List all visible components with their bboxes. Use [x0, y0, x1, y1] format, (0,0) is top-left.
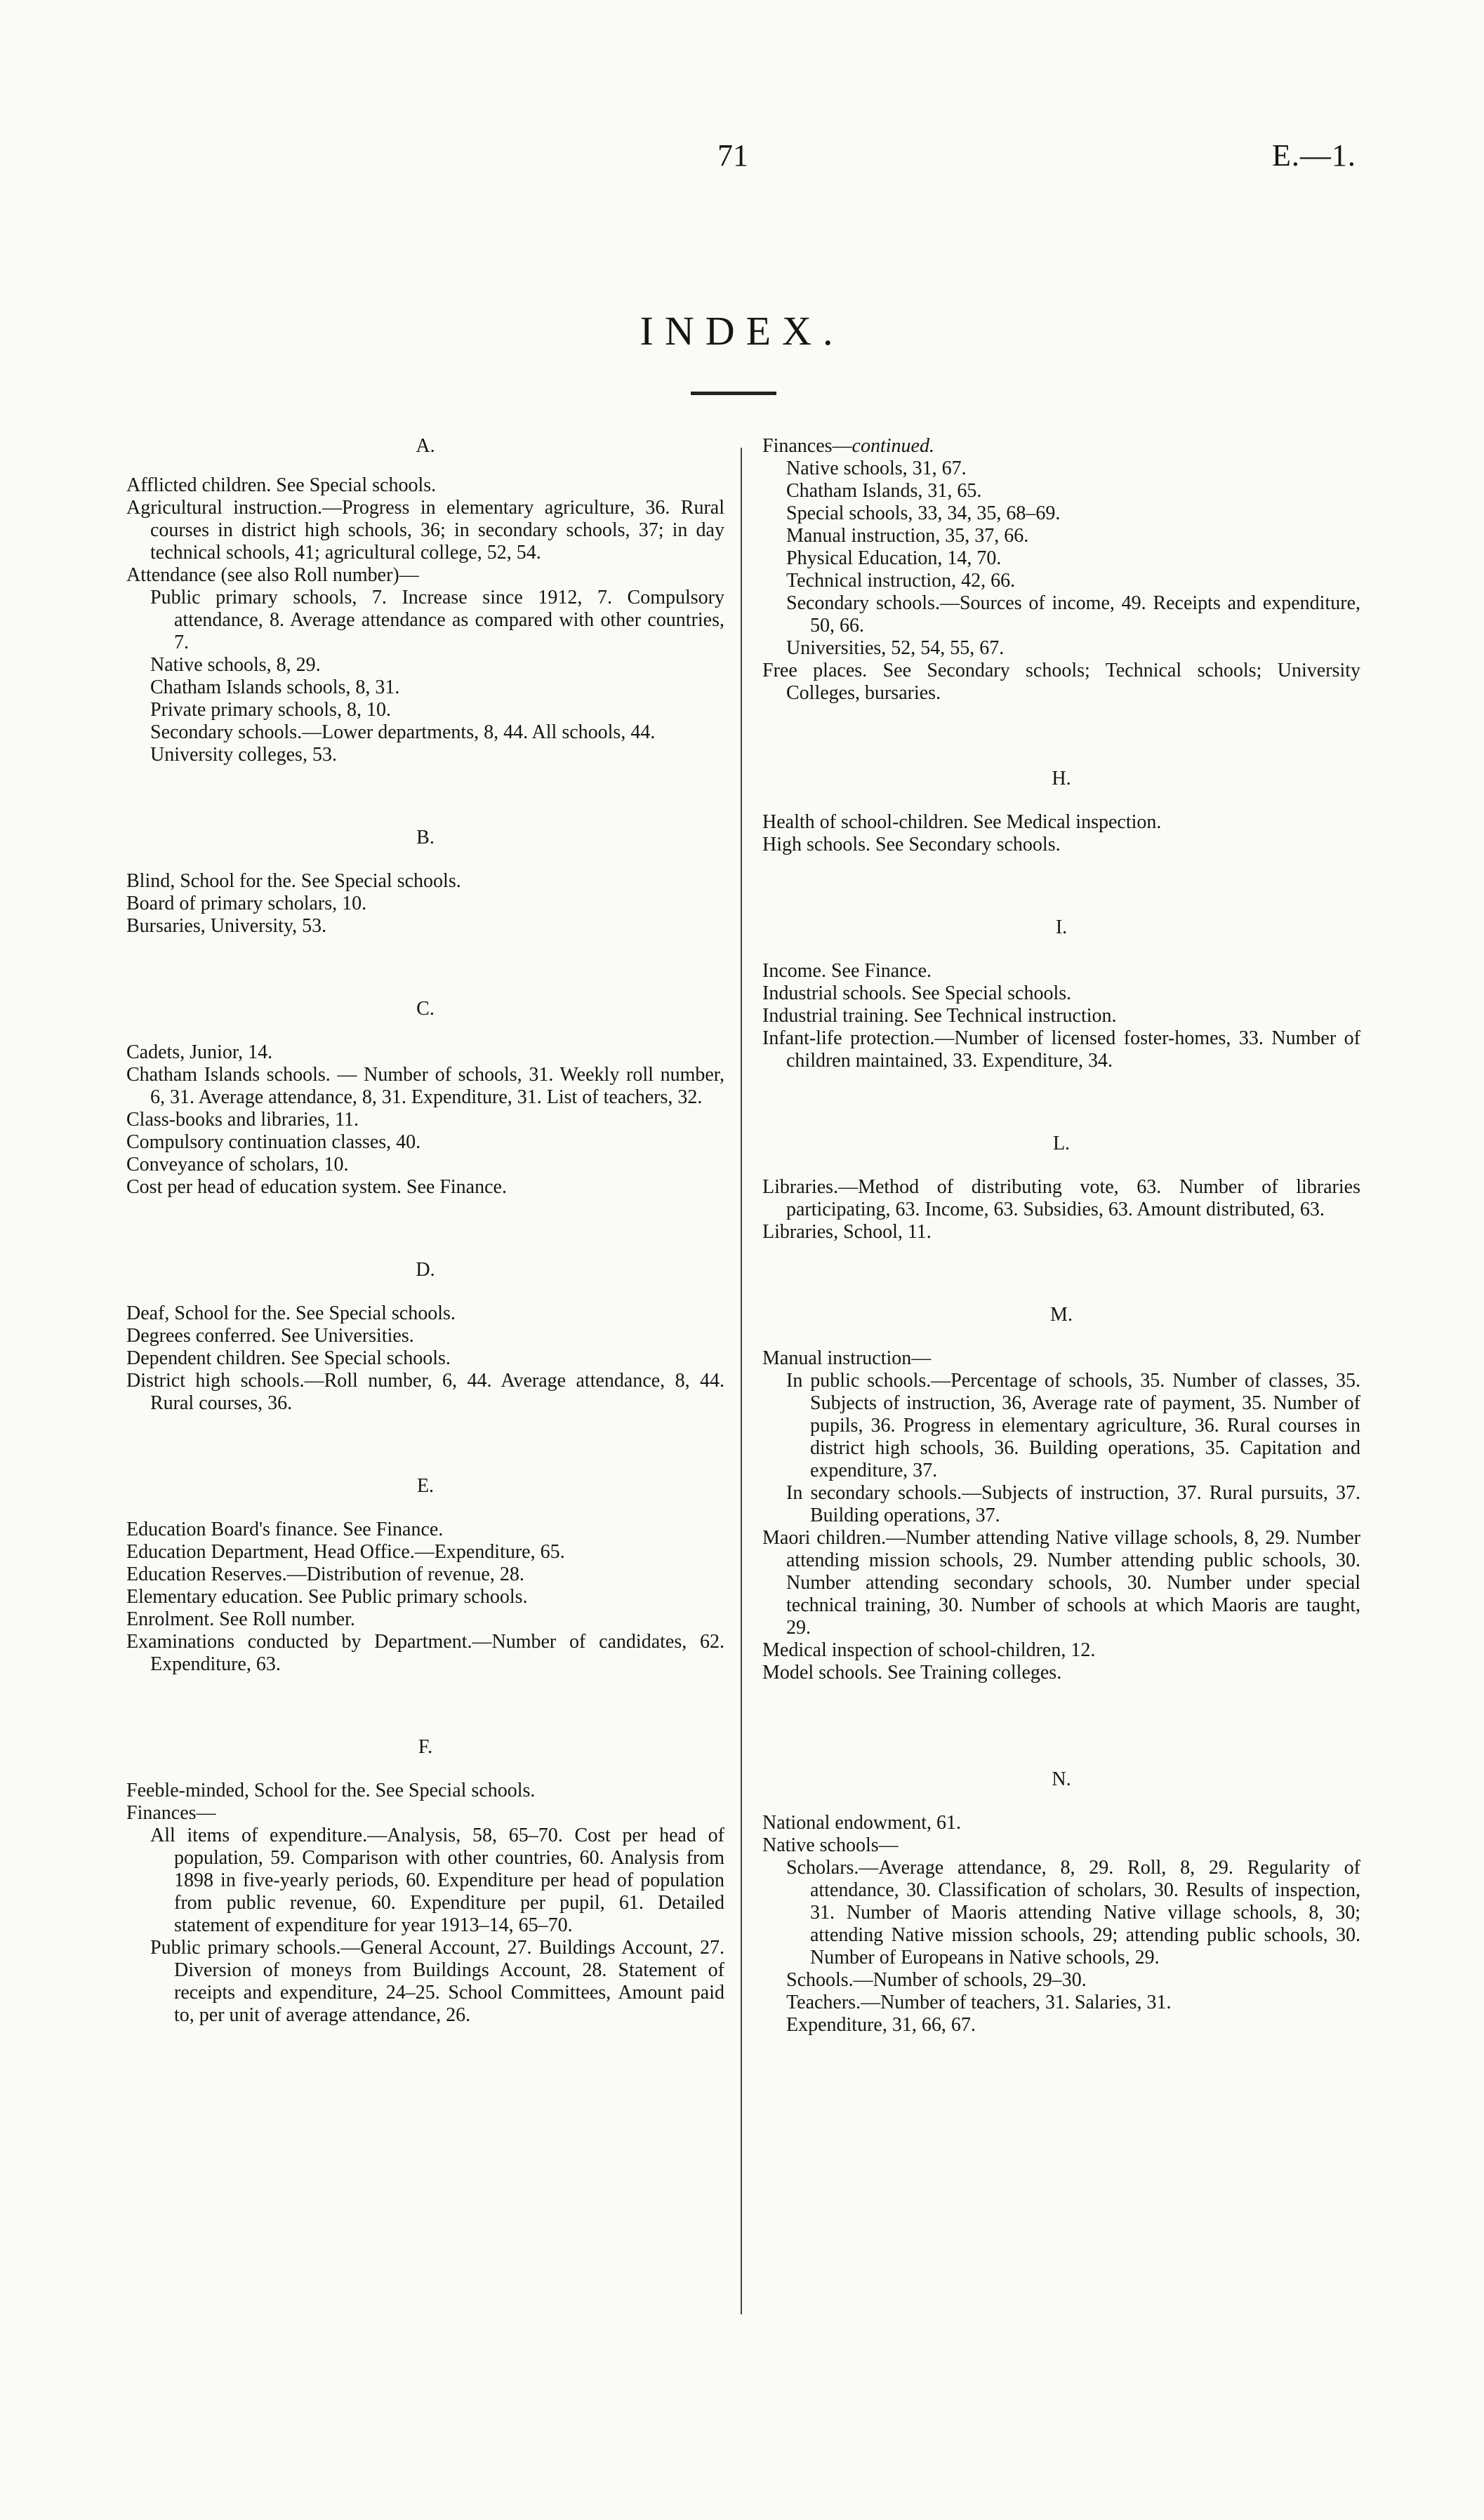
index-subentry: Special schools, 33, 34, 35, 68–69. [786, 502, 1061, 524]
index-entry: Degrees conferred. See Universities. [126, 1325, 414, 1347]
left-column [126, 435, 724, 2027]
index-entry: Bursaries, University, 53. [126, 915, 327, 937]
index-entry: Afflicted children. See Special schools. [126, 474, 437, 496]
page-number: 71 [717, 138, 748, 173]
index-entry: Industrial training. See Technical instruction. [762, 1005, 1117, 1027]
index-subentry: Manual instruction, 35, 37, 66. [786, 525, 1029, 547]
index-subentry: Secondary schools.—Sources of income, 49. Receipts and expenditure, 50, 66. [786, 592, 1360, 636]
index-subentry: Chatham Islands schools, 8, 31. [150, 676, 400, 698]
index-subentry: Public primary schools.—General Account, 27. Buildings Account, 27. Diversion of moneys from Buildings Account, 28. Statement of receipts and expenditure, 24–25. School Committees, Amount paid to, per unit of average attendance, 26. [150, 1937, 724, 2026]
right-column [762, 435, 1360, 2036]
document-reference: E.—1. [1272, 138, 1356, 173]
section-letter-m: M. [1050, 1304, 1073, 1326]
section-letter-d: D. [416, 1259, 435, 1281]
index-entry: Attendance (see also Roll number)— [126, 564, 419, 586]
index-entry: Blind, School for the. See Special schools. [126, 870, 461, 892]
index-entry: Manual instruction— [762, 1347, 932, 1369]
index-entry: Feeble-minded, School for the. See Special schools. [126, 1780, 536, 1801]
section-letter-e: E. [416, 1475, 435, 1497]
column-divider [741, 448, 742, 2314]
index-entry: High schools. See Secondary schools. [762, 834, 1061, 855]
index-entry: Chatham Islands schools. — Number of schools, 31. Weekly roll number, 6, 31. Average attendance, 8, 31. Expenditure, 31. List of teachers, 32. [126, 1064, 724, 1108]
index-entry: Education Department, Head Office.—Expenditure, 65. [126, 1541, 565, 1563]
section-letter-c: C. [416, 998, 435, 1020]
index-entry: Cost per head of education system. See Finance. [126, 1176, 507, 1198]
index-entry: Deaf, School for the. See Special schools. [126, 1302, 456, 1324]
index-subentry: Secondary schools.—Lower departments, 8, 44. All schools, 44. [150, 721, 656, 743]
index-subentry: Private primary schools, 8, 10. [150, 699, 391, 721]
index-subentry: Universities, 52, 54, 55, 67. [786, 637, 1005, 659]
index-entry: Finances— [126, 1802, 216, 1824]
index-entry: Model schools. See Training colleges. [762, 1662, 1062, 1684]
index-subentry: Native schools, 31, 67. [786, 458, 967, 479]
index-entry: Conveyance of scholars, 10. [126, 1154, 349, 1175]
index-entry: Education Reserves.—Distribution of revenue, 28. [126, 1564, 524, 1585]
title-rule [691, 392, 776, 395]
heading-text: Finances— [762, 435, 852, 457]
index-entry: District high schools.—Roll number, 6, 44. Average attendance, 8, 44. Rural courses, 36. [126, 1370, 724, 1414]
index-entry: Education Board's finance. See Finance. [126, 1519, 444, 1540]
section-letter-a: A. [416, 435, 435, 457]
section-letter-n: N. [1052, 1768, 1071, 1790]
index-subentry: Scholars.—Average attendance, 8, 29. Roll, 8, 29. Regularity of attendance, 30. Classification of scholars, 30. Results of inspection, 31. Number of Maoris attending Native village schools, 8, 30; attending Native mission schools, 29; attending public schools, 30. Number of Europeans in Native schools, 29. [786, 1857, 1360, 1968]
index-entry: Libraries, School, 11. [762, 1221, 932, 1243]
index-subentry: In secondary schools.—Subjects of instruction, 37. Rural pursuits, 37. Building operations, 37. [786, 1482, 1360, 1526]
index-entry: Board of primary scholars, 10. [126, 893, 367, 914]
section-letter-h: H. [1052, 768, 1071, 789]
index-entry: Free places. See Secondary schools; Technical schools; University Colleges, bursaries. [762, 660, 1360, 704]
index-subentry: All items of expenditure.—Analysis, 58, 65–70. Cost per head of population, 59. Comparison with other countries, 60. Analysis from 1898 in five-yearly periods, 60. Expenditure per head of population from public revenue, 60. Expenditure per pupil, 61. Detailed statement of expenditure for year 1913–14, 65–70. [150, 1825, 724, 1936]
index-entry-heading [762, 435, 1360, 458]
index-subentry: Chatham Islands, 31, 65. [786, 480, 982, 502]
index-entry: Dependent children. See Special schools. [126, 1347, 451, 1369]
index-entry: Compulsory continuation classes, 40. [126, 1131, 421, 1153]
index-entry: Industrial schools. See Special schools. [762, 982, 1072, 1004]
index-entry: Agricultural instruction.—Progress in elementary agriculture, 36. Rural courses in district high schools, 36; in secondary schools, 37; in day technical schools, 41; agricultural college, 52, 54. [126, 497, 724, 564]
index-entry: Class-books and libraries, 11. [126, 1109, 359, 1131]
index-entry: Cadets, Junior, 14. [126, 1041, 273, 1063]
index-subentry: Native schools, 8, 29. [150, 654, 321, 676]
index-subentry: In public schools.—Percentage of schools, 35. Number of classes, 35. Subjects of instruction, 36, Average rate of payment, 35. Number of pupils, 36. Progress in elementary agriculture, 36. Rural courses in district high schools, 36. Building operations, 35. Capitation and expenditure, 37. [786, 1370, 1360, 1481]
section-letter-l: L. [1052, 1133, 1071, 1154]
index-subentry: Physical Education, 14, 70. [786, 547, 1002, 569]
index-subentry: Technical instruction, 42, 66. [786, 570, 1016, 592]
section-letter-i: I. [1055, 916, 1068, 938]
index-entry: Maori children.—Number attending Native village schools, 8, 29. Number attending mission schools, 29. Number attending public schools, 30. Number attending secondary schools, 30. Number under special technical training, 30. Number of schools at which Maoris are taught, 29. [762, 1527, 1360, 1639]
section-letter-f: F. [418, 1736, 433, 1758]
index-entry: Infant-life protection.—Number of licensed foster-homes, 33. Number of children maintained, 33. Expenditure, 34. [762, 1027, 1360, 1072]
index-subentry: University colleges, 53. [150, 744, 337, 766]
index-subentry: Schools.—Number of schools, 29–30. [786, 1969, 1087, 1991]
index-entry: Enrolment. See Roll number. [126, 1608, 355, 1630]
index-entry: Examinations conducted by Department.—Number of candidates, 62. Expenditure, 63. [126, 1631, 724, 1675]
index-entry: Health of school-children. See Medical inspection. [762, 811, 1162, 833]
heading-continued: continued. [852, 435, 934, 457]
section-letter-b: B. [416, 827, 435, 848]
index-entry: Libraries.—Method of distributing vote, 63. Number of libraries participating, 63. Income, 63. Subsidies, 63. Amount distributed, 63. [762, 1176, 1360, 1220]
index-entry: Elementary education. See Public primary schools. [126, 1586, 528, 1608]
index-entry: Medical inspection of school-children, 12. [762, 1639, 1096, 1661]
index-subentry: Public primary schools, 7. Increase since 1912, 7. Compulsory attendance, 8. Average attendance as compared with other countries, 7. [150, 587, 724, 653]
page-title: INDEX. [640, 308, 844, 354]
index-entry: Native schools— [762, 1834, 899, 1856]
index-subentry: Expenditure, 31, 66, 67. [786, 2014, 976, 2036]
index-entry: National endowment, 61. [762, 1812, 962, 1834]
index-subentry: Teachers.—Number of teachers, 31. Salaries, 31. [786, 1992, 1172, 2013]
index-entry: Income. See Finance. [762, 960, 932, 982]
